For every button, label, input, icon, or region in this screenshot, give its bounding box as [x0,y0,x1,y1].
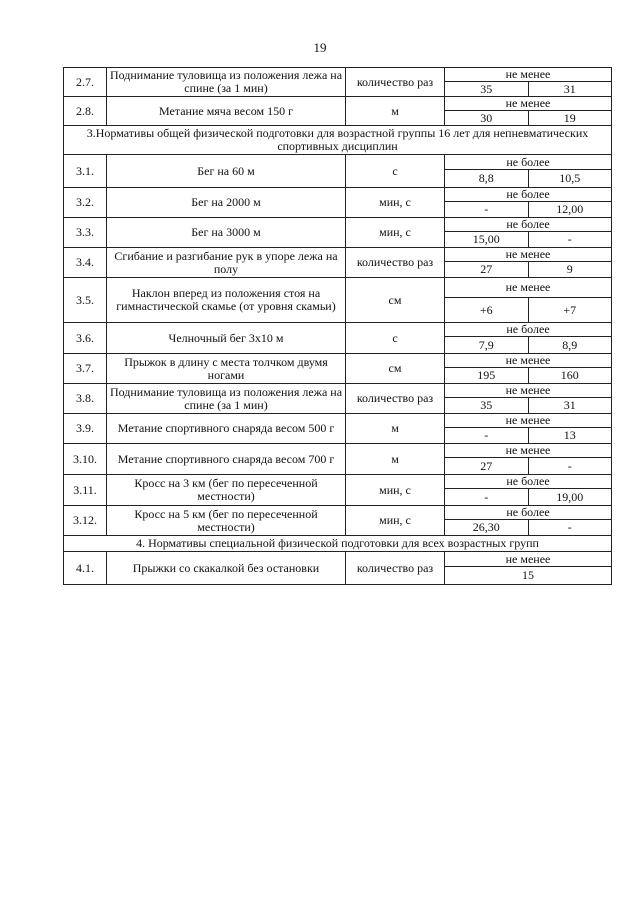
table-row [64,188,612,202]
exercise-name: Прыжки со скакалкой без остановки [107,552,346,585]
unit-of-measure: мин, с [346,506,445,536]
requirement-type: не менее [445,354,612,368]
unit-of-measure: м [346,97,445,126]
unit-of-measure: мин, с [346,188,445,218]
section-title: 3.Нормативы общей физической подготовки для возрастной группы 16 лет для непневматических спортивных дисциплин [64,126,612,155]
table-row [64,414,612,428]
norm-value-1: 27 [445,458,529,475]
exercise-name: Бег на 60 м [107,155,346,188]
norm-value-2: 31 [528,398,612,414]
table-row [64,97,612,111]
unit-of-measure: количество раз [346,384,445,414]
page-number: 19 [313,40,327,55]
requirement-type: не менее [445,414,612,428]
table-row [64,248,612,262]
table-row [64,506,612,520]
exercise-name: Сгибание и разгибание рук в упоре лежа на полу [107,248,346,278]
norm-value: 15 [445,567,612,585]
norm-value-1: 30 [445,111,529,126]
norm-value-2: 19,00 [528,489,612,506]
requirement-type: не более [445,475,612,489]
standards-table [63,67,612,585]
table-row [64,354,612,368]
norm-value-1: +6 [445,298,529,323]
norm-value-2: 13 [528,428,612,444]
exercise-name: Метание мяча весом 150 г [107,97,346,126]
item-number: 3.8. [64,384,107,414]
norm-value-1: - [445,489,529,506]
item-number: 4.1. [64,552,107,585]
norm-value-2: 31 [528,82,612,97]
table-row [64,552,612,567]
unit-of-measure: см [346,278,445,323]
norm-value-2: 160 [528,368,612,384]
norm-value-2: 19 [528,111,612,126]
norm-value-2: - [528,232,612,248]
norm-value-1: 35 [445,398,529,414]
unit-of-measure: мин, с [346,475,445,506]
item-number: 3.3. [64,218,107,248]
requirement-type: не менее [445,552,612,567]
item-number: 3.2. [64,188,107,218]
norm-value-2: 12,00 [528,202,612,218]
exercise-name: Челночный бег 3х10 м [107,323,346,354]
norm-value-1: 195 [445,368,529,384]
exercise-name: Поднимание туловища из положения лежа на спине (за 1 мин) [107,384,346,414]
table-row [64,444,612,458]
norm-value-2: - [528,520,612,536]
item-number: 3.7. [64,354,107,384]
table-row [64,475,612,489]
norm-value-1: - [445,202,529,218]
item-number: 2.8. [64,97,107,126]
section-title: 4. Нормативы специальной физической подготовки для всех возрастных групп [64,536,612,552]
unit-of-measure: с [346,155,445,188]
norm-value-2: - [528,458,612,475]
item-number: 3.1. [64,155,107,188]
unit-of-measure: мин, с [346,218,445,248]
norm-value-1: 27 [445,262,529,278]
requirement-type: не менее [445,278,612,298]
unit-of-measure: количество раз [346,552,445,585]
item-number: 3.12. [64,506,107,536]
requirement-type: не более [445,506,612,520]
item-number: 3.4. [64,248,107,278]
unit-of-measure: см [346,354,445,384]
exercise-name: Метание спортивного снаряда весом 700 г [107,444,346,475]
norm-value-1: 8,8 [445,170,529,188]
exercise-name: Метание спортивного снаряда весом 500 г [107,414,346,444]
item-number: 3.5. [64,278,107,323]
exercise-name: Кросс на 3 км (бег по пересеченной местности) [107,475,346,506]
exercise-name: Бег на 2000 м [107,188,346,218]
norm-value-2: +7 [528,298,612,323]
unit-of-measure: м [346,414,445,444]
norm-value-1: 26,30 [445,520,529,536]
norm-value-2: 8,9 [528,337,612,354]
table-row [64,323,612,337]
item-number: 2.7. [64,68,107,97]
item-number: 3.11. [64,475,107,506]
norm-value-1: 7,9 [445,337,529,354]
exercise-name: Наклон вперед из положения стоя на гимнастической скамье (от уровня скамьи) [107,278,346,323]
requirement-type: не более [445,188,612,202]
norm-value-1: - [445,428,529,444]
unit-of-measure: с [346,323,445,354]
exercise-name: Поднимание туловища из положения лежа на спине (за 1 мин) [107,68,346,97]
table-row [64,155,612,170]
exercise-name: Бег на 3000 м [107,218,346,248]
item-number: 3.6. [64,323,107,354]
table-row [64,384,612,398]
requirement-type: не более [445,155,612,170]
item-number: 3.10. [64,444,107,475]
unit-of-measure: количество раз [346,248,445,278]
requirement-type: не более [445,218,612,232]
norm-value-2: 9 [528,262,612,278]
requirement-type: не менее [445,384,612,398]
table-row [64,278,612,298]
requirement-type: не менее [445,97,612,111]
exercise-name: Кросс на 5 км (бег по пересеченной местности) [107,506,346,536]
norm-value-1: 35 [445,82,529,97]
unit-of-measure: м [346,444,445,475]
norm-value-1: 15,00 [445,232,529,248]
requirement-type: не менее [445,248,612,262]
norm-value-2: 10,5 [528,170,612,188]
table-row [64,68,612,82]
table-row [64,218,612,232]
unit-of-measure: количество раз [346,68,445,97]
exercise-name: Прыжок в длину с места толчком двумя ногами [107,354,346,384]
requirement-type: не менее [445,68,612,82]
requirement-type: не более [445,323,612,337]
requirement-type: не менее [445,444,612,458]
section-header-row [64,126,612,155]
section-header-row [64,536,612,552]
item-number: 3.9. [64,414,107,444]
